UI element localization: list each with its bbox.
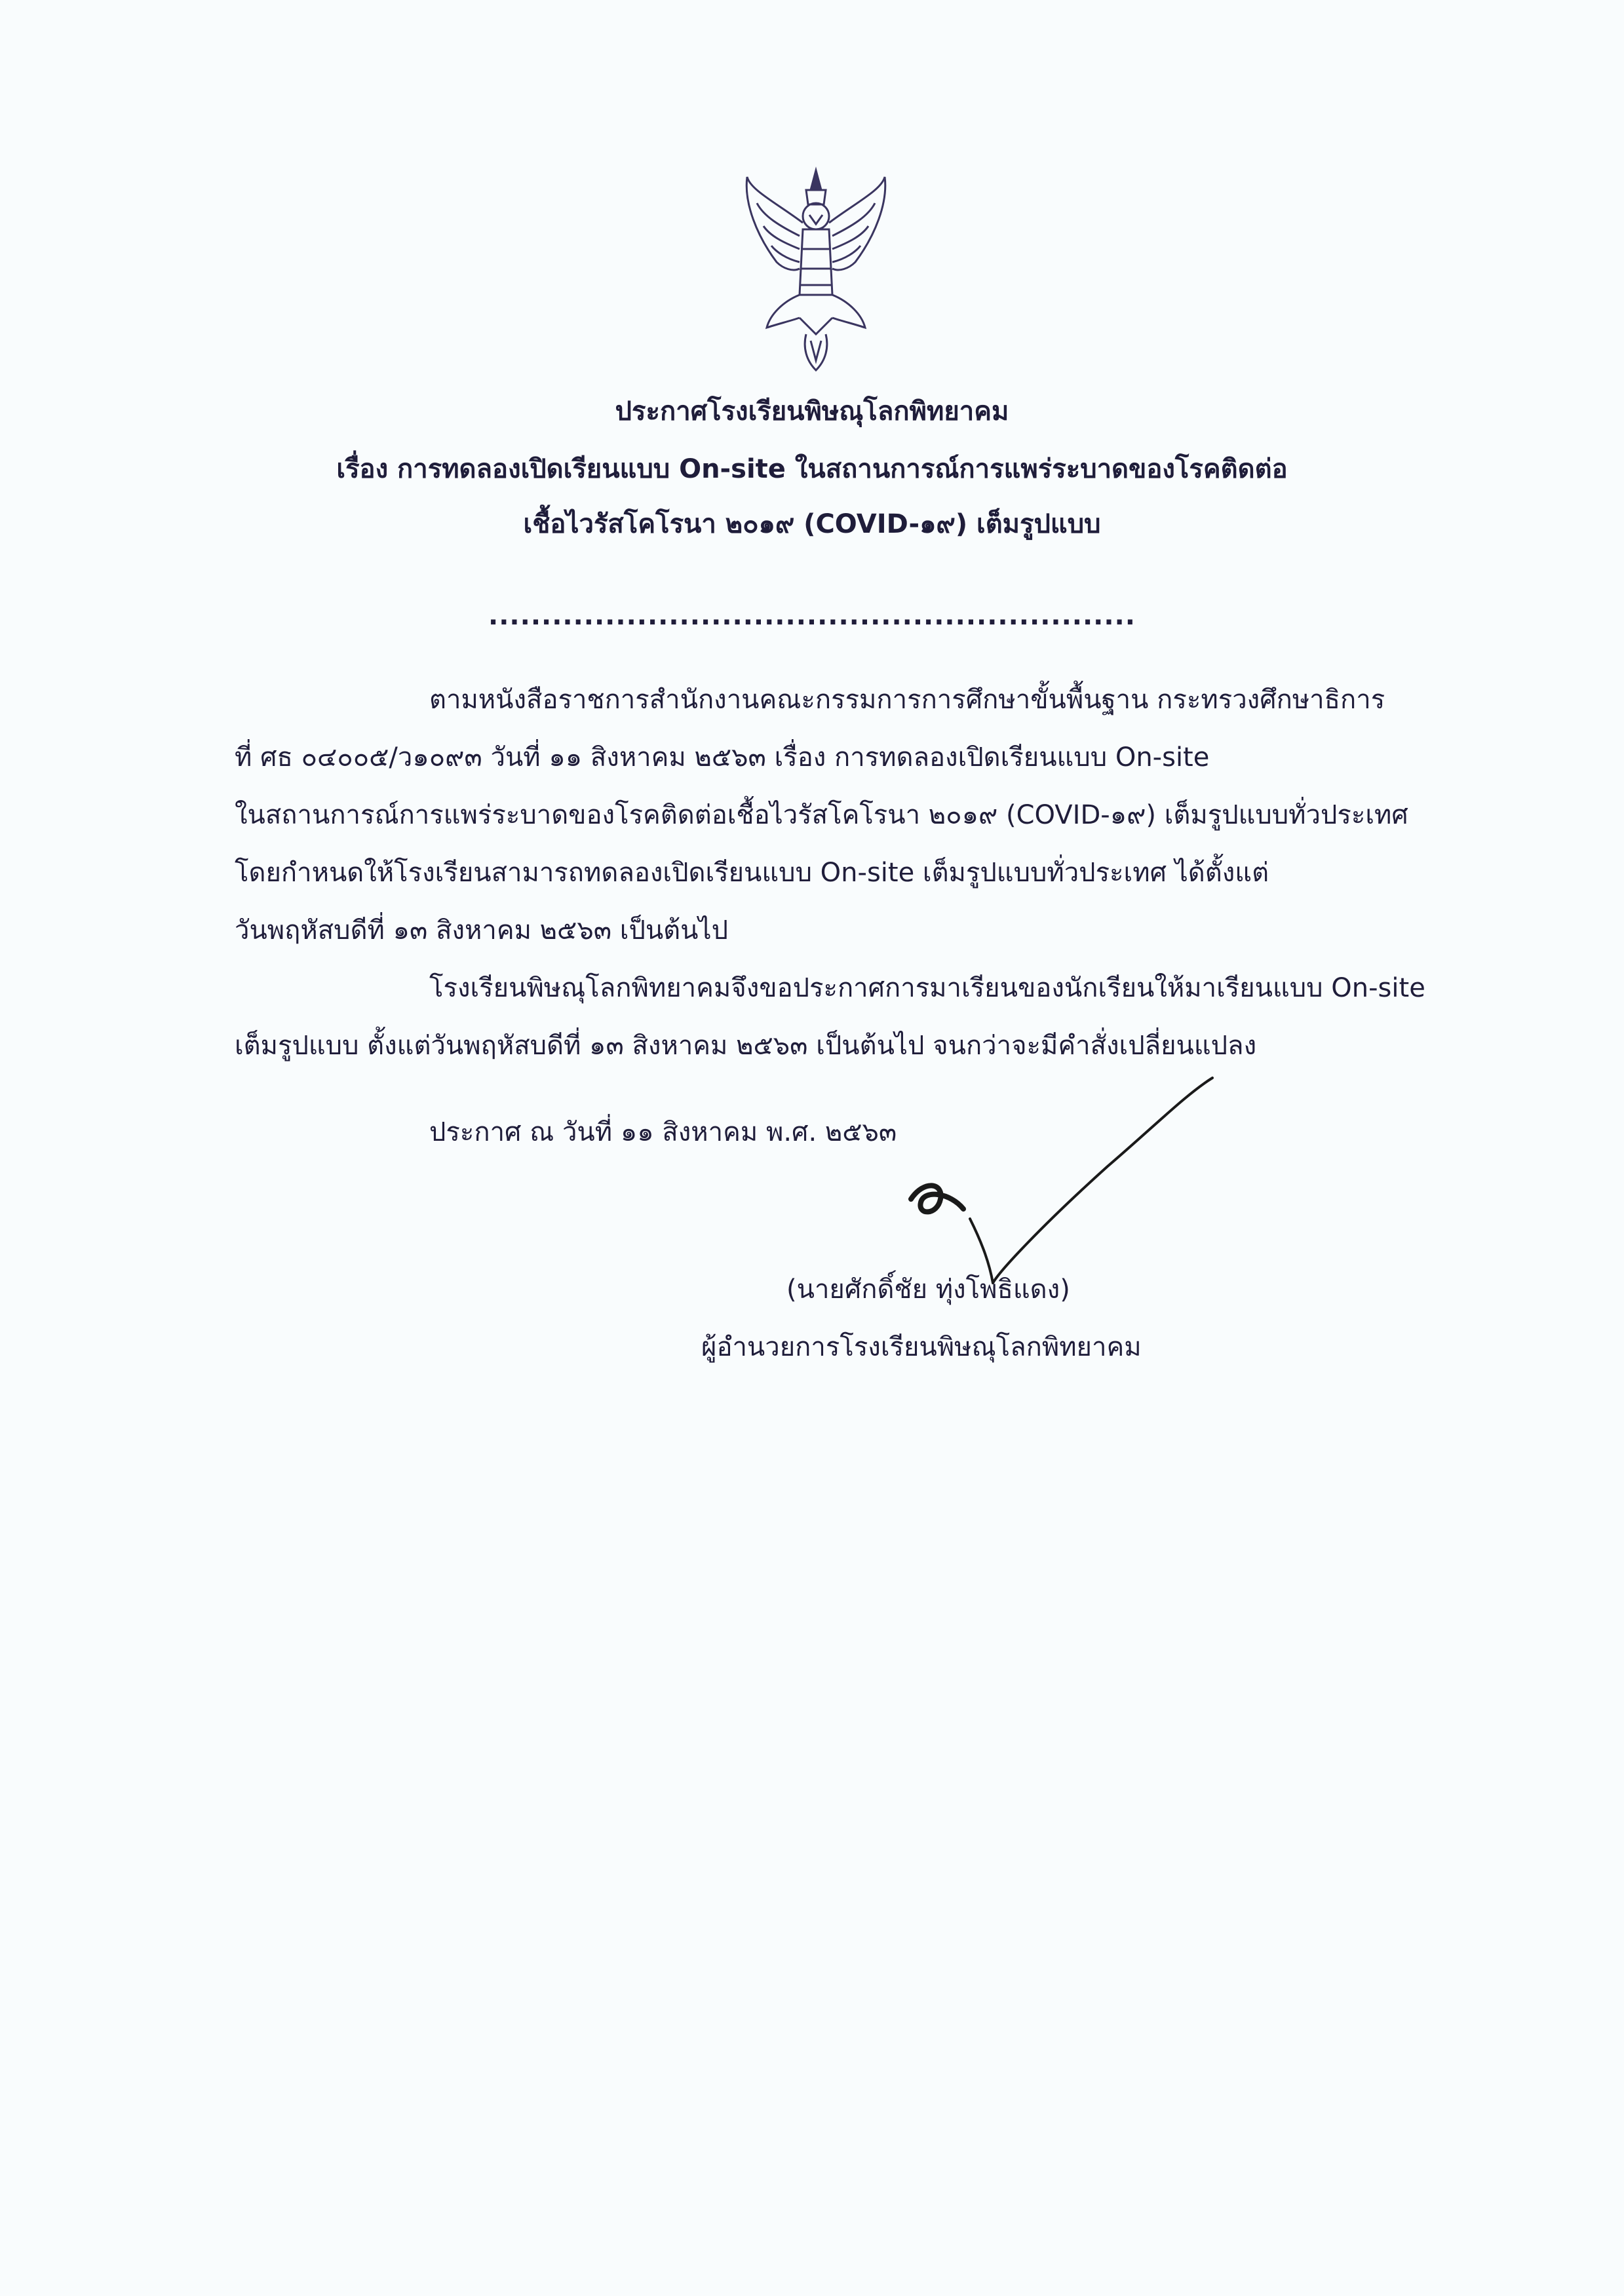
signatory-name: (นายศักดิ์ชัย ทุ่งโพธิแดง) bbox=[786, 1274, 1070, 1305]
paragraph1-line4: โดยกำหนดให้โรงเรียนสามารถทดลองเปิดเรียนแบบ On-site เต็มรูปแบบทั่วประเทศ ได้ตั้งแต่ bbox=[235, 858, 1269, 888]
announcement-subject-line1: เรื่อง การทดลองเปิดเรียนแบบ On-site ในสถานการณ์การแพร่ระบาดของโรคติดต่อ bbox=[336, 454, 1288, 484]
paragraph2-line1: โรงเรียนพิษณุโลกพิทยาคมจึงขอประกาศการมาเรียนของนักเรียนให้มาเรียนแบบ On-site bbox=[429, 973, 1425, 1003]
paragraph1-line1: ตามหนังสือราชการสำนักงานคณะกรรมการการศึกษาขั้นพื้นฐาน กระทรวงศึกษาธิการ bbox=[429, 685, 1385, 715]
paragraph2-line2: เต็มรูปแบบ ตั้งแต่วันพฤหัสบดีที่ ๑๓ สิงหาคม ๒๕๖๓ เป็นต้นไป จนกว่าจะมีคำสั่งเปลี่ยนแปลง bbox=[235, 1031, 1257, 1061]
announcement-title: ประกาศโรงเรียนพิษณุโลกพิทยาคม bbox=[615, 396, 1009, 427]
paragraph1-line2: ที่ ศธ ๐๔๐๐๕/ว๑๐๙๓ วันที่ ๑๑ สิงหาคม ๒๕๖๓ เรื่อง การทดลองเปิดเรียนแบบ On-site bbox=[235, 742, 1210, 773]
announcement-subject-line2: เชื้อไวรัสโคโรนา ๒๐๑๙ (COVID-๑๙) เต็มรูปแบบ bbox=[523, 509, 1101, 539]
paragraph1-line3: ในสถานการณ์การแพร่ระบาดของโรคติดต่อเชื้อไวรัสโคโรนา ๒๐๑๙ (COVID-๑๙) เต็มรูปแบบทั่วประเทศ bbox=[235, 800, 1408, 830]
separator-dots: ............................................................. bbox=[488, 601, 1136, 631]
garuda-emblem-icon bbox=[737, 164, 895, 373]
paragraph1-line5: วันพฤหัสบดีที่ ๑๓ สิงหาคม ๒๕๖๓ เป็นต้นไป bbox=[235, 915, 729, 946]
signatory-position: ผู้อำนวยการโรงเรียนพิษณุโลกพิทยาคม bbox=[701, 1332, 1142, 1362]
announcement-date: ประกาศ ณ วันที่ ๑๑ สิงหาคม พ.ศ. ๒๕๖๓ bbox=[429, 1117, 897, 1147]
